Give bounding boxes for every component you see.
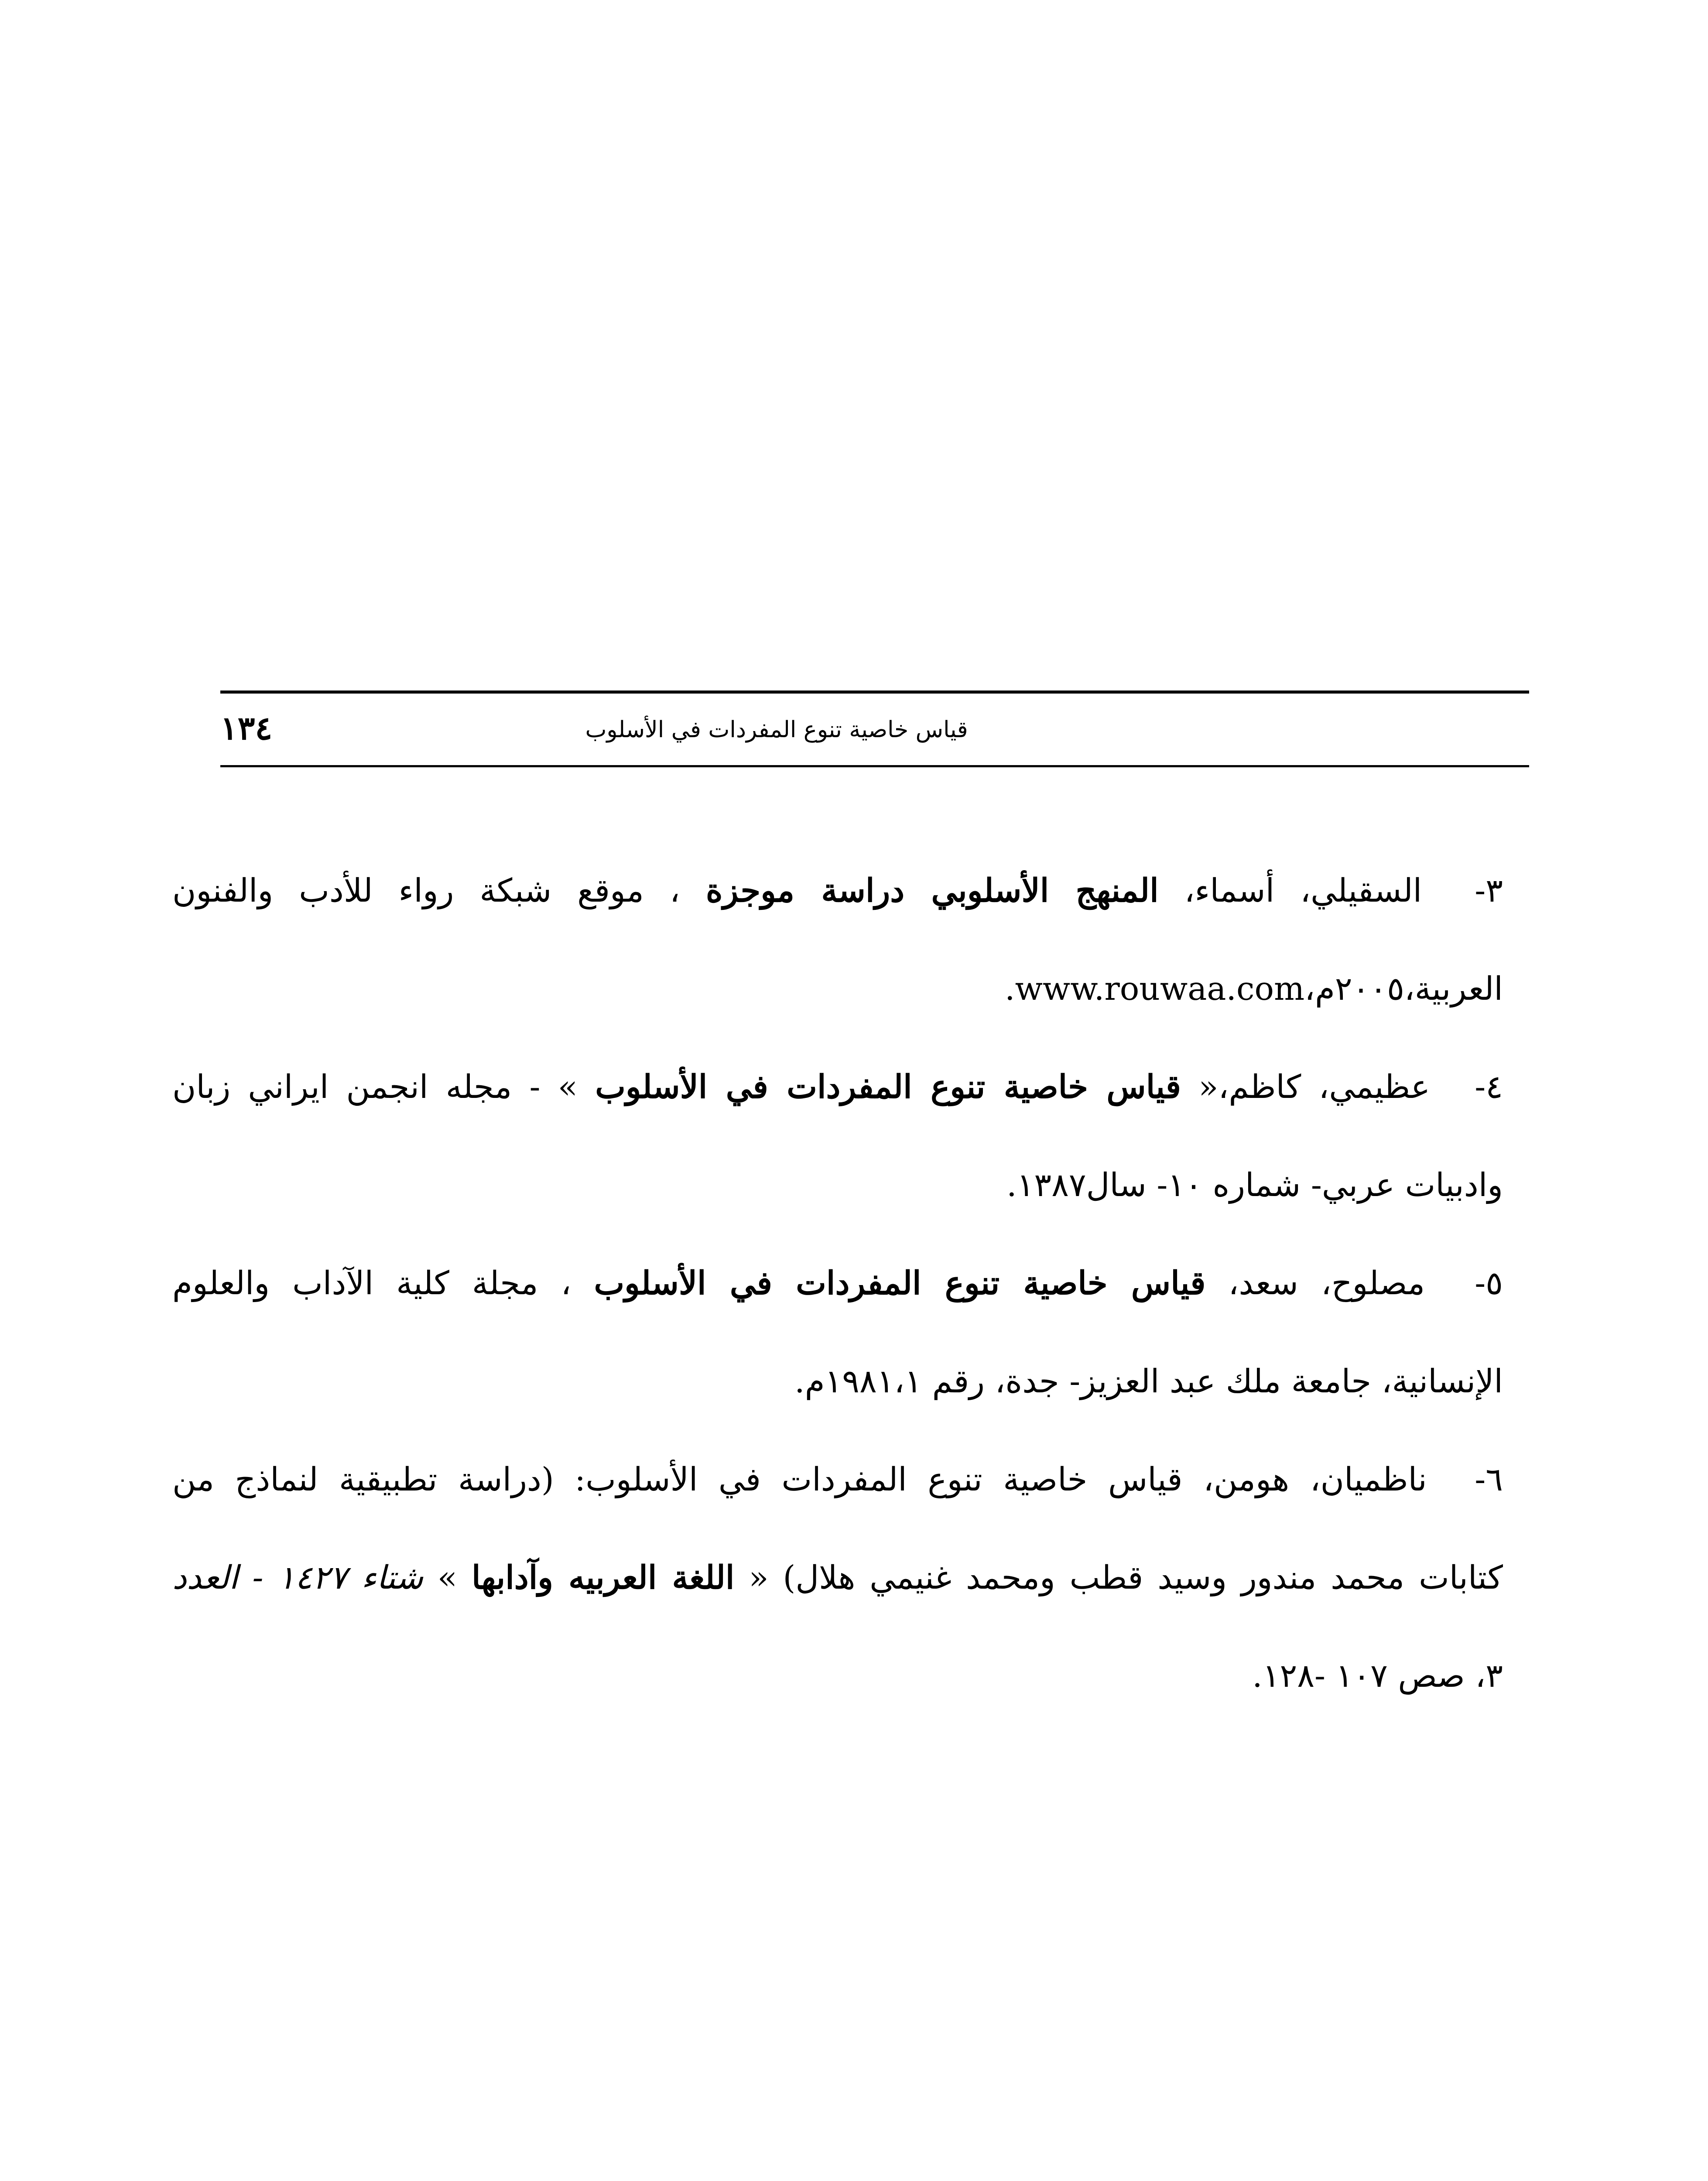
reference-text: ٣، صص ١٠٧ -١٢٨. [1252,1657,1503,1695]
reference-line [172,842,1503,940]
reference-text: ، مجلة كلية الآداب والعلوم [172,1265,572,1302]
reference-text: العربية،٢٠٠٥م، [1304,970,1503,1008]
reference-item-3 [172,842,1503,1038]
reference-text: » - مجله انجمن ايراني زبان [172,1068,578,1106]
reference-item-4 [172,1038,1503,1234]
reference-title: قياس خاصية تنوع المفردات في الأسلوب [594,1265,1206,1302]
reference-title: اللغة العربيه وآدابها [471,1559,735,1596]
reference-line [172,1038,1503,1136]
reference-text: كتابات محمد مندور وسيد قطب ومحمد غنيمي هلال) « [749,1559,1503,1596]
reference-text: » [423,1559,458,1596]
reference-text: ، موقع شبكة رواء للأدب والفنون [172,872,680,909]
reference-text: وادبيات عربي- شماره ١٠- سال١٣٨٧. [1006,1166,1503,1204]
reference-item-6 [172,1431,1503,1725]
reference-number: ٦- [1475,1461,1503,1498]
reference-text: . [1005,970,1015,1008]
reference-text: مصلوح، سعد، [1205,1265,1425,1302]
running-title: قياس خاصية تنوع المفردات في الأسلوب [585,717,968,743]
reference-line [172,1431,1503,1529]
reference-line [172,1627,1503,1725]
reference-issue: شتاء ١٤٢٧ - العدد [172,1559,423,1596]
reference-text: ناظميان، هومن، قياس خاصية تنوع المفردات في الأسلوب: (دراسة تطبيقية لنماذج من [172,1461,1427,1498]
reference-title: قياس خاصية تنوع المفردات في الأسلوب [595,1068,1181,1106]
reference-url: www.rouwaa.com [1015,970,1305,1008]
reference-list [172,842,1503,1725]
reference-line [172,1136,1503,1234]
header-top-rule [220,691,1529,694]
reference-line [172,940,1503,1038]
reference-text: السقيلي، أسماء، [1158,872,1422,909]
reference-text: عظيمي، كاظم،« [1181,1068,1431,1106]
reference-text: الإنسانية، جامعة ملك عبد العزيز- جدة، رقم ١٩٨١،١م. [794,1363,1503,1400]
reference-line [172,1234,1503,1333]
reference-item-5 [172,1234,1503,1431]
reference-line [172,1333,1503,1431]
reference-number: ٣- [1475,872,1503,909]
header-bottom-rule [220,765,1529,767]
reference-title: المنهج الأسلوبي دراسة موجزة [705,872,1159,909]
reference-line [172,1529,1503,1627]
reference-number: ٤- [1475,1068,1503,1106]
reference-number: ٥- [1475,1265,1503,1302]
page-number: ١٣٤ [220,710,273,747]
